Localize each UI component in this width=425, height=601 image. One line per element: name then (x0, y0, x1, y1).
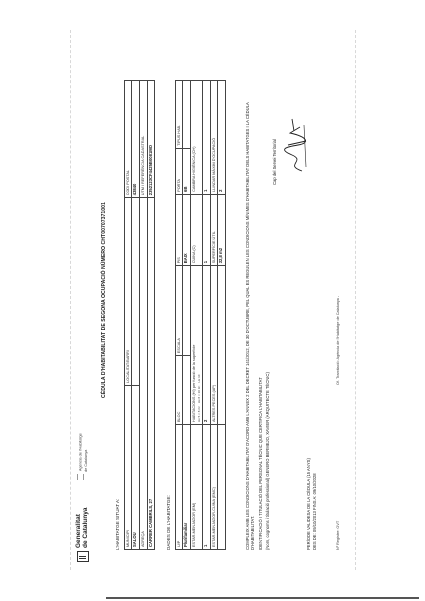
codi-postal-value: 43840 (132, 81, 140, 198)
codi-postal-label: CODI POSTAL (125, 81, 132, 198)
up-value: Plurifamiliar (183, 425, 191, 550)
habitacions-label-text: HABITACIONS (HI) per funció de la superfície (192, 344, 197, 423)
hab-sub2: H≥ 8 < 10 m² (196, 385, 201, 404)
cambra-value: 1 (202, 81, 210, 195)
municipi-label: MUNICIPI (125, 385, 132, 549)
bloc-label: BLOC (176, 356, 183, 425)
validity-block (306, 458, 319, 550)
agency-line2: de Catalunya (84, 449, 88, 472)
hab-sub1: H≥ 5 < 8 m² (196, 406, 201, 423)
cambra-label: CAMBRA HIGIÈNICA (CH) (191, 81, 203, 195)
scan-border-top (70, 30, 71, 570)
generalitat-logo (76, 508, 90, 562)
dwelling-heading: DADES DE L'HABITATGE: (166, 495, 171, 550)
altres-label: ALTRES PECES (AP) (210, 266, 217, 425)
legal-p2: IDENTIFICACIÓ I TITULACIÓ DEL PERSONAL TÈCNIC QUE CERTIFICA L'HABITABILITAT (257, 377, 263, 550)
altres-value (218, 266, 226, 425)
agency-name (77, 433, 89, 480)
cedula-document (68, 30, 358, 570)
agency-line1: Agència de l'Habitatge (78, 433, 83, 472)
adreca-value: CARRER CAMBRILS, 27 (147, 198, 155, 550)
registre-number: Nº Registre: OVT (336, 520, 340, 550)
bottom-rule (106, 597, 419, 599)
habitacions-label (191, 266, 203, 425)
municipi-value: SALOU (132, 385, 140, 549)
escala-label: ESCALA (176, 266, 183, 356)
logo-line1: Generalitat (75, 514, 82, 548)
localitat-value (132, 198, 140, 386)
legal-p3: (Nom, cognoms i titulació professional) GENERO BERMEJO, XAVIER (ARQUITECTE TÈCNIC) (265, 372, 271, 550)
hab-sub3: H≥ 10 (196, 374, 201, 383)
referencia-value: 2352123CF4425B0081MO (147, 81, 155, 198)
cap-servei-label: Cap del Servei Territorial (272, 139, 277, 185)
tipus-label: TIPUS HAB. (176, 81, 183, 149)
scan-border-bottom (355, 30, 356, 570)
location-heading: L'HABITATGE SITUAT A: (115, 498, 120, 550)
legal-p1: COMPLEIX AMB LES CONDICIONS D'HABITABILITAT D'ACORD AMB L'ANNEX 2 DEL DECRET 141/2012, DE 30 D'OCTUBRE, PEL QUAL ES REGULEN LES CONDICIONS MÍNIMES D'HABITABILITAT DELS HABITATGES I LA CÈDULA D'HABITABILITAT. (245, 102, 255, 550)
estar-label: ESTAR-MENJADOR (EM) (191, 425, 203, 550)
pis-value: BAIX (183, 194, 191, 265)
bloc-value (183, 356, 191, 425)
location-table (124, 80, 155, 550)
superficie-value: 32,8 m2 (218, 194, 226, 265)
ocupacio-value: 2 (218, 81, 226, 195)
logo-line2: de Catalunya (81, 507, 89, 548)
tipus-value (183, 81, 191, 149)
porta-label: PORTA (176, 148, 183, 194)
localitat-label: LOCALITAT/BARRI (125, 198, 132, 386)
validity-period: PERÍODE VALIDESA DE LA CÈDULA (15 ANYS) (306, 458, 311, 550)
validity-dates: DES DE: 09/10/2013 FINS A: 09/10/2028 (312, 473, 318, 550)
document-title: CÈDULA D'HABITABILITAT DE SEGONA OCUPACIÓ NÚMERO CHT00707371001 (101, 202, 107, 398)
pis-label: PIS (176, 194, 183, 265)
escala-value (183, 266, 191, 356)
up-label: U/P (176, 425, 183, 550)
habitacions-value: 2 (202, 266, 210, 425)
agency-icon (77, 474, 84, 480)
ocupacio-label: LLINDAR MÀXIM D'OCUPACIÓ (210, 81, 217, 195)
dwelling-table (175, 80, 226, 550)
cuina-label: CUINA (C) (191, 194, 203, 265)
estar-value: 1 (202, 425, 210, 550)
adreca-label: ADREÇA (140, 198, 147, 550)
senyera-icon (77, 551, 89, 562)
superficie-label: SUPERFÍCIE ÚTIL (210, 194, 217, 265)
signature-image (280, 115, 310, 175)
porta-value: 6B (183, 148, 191, 194)
emc-label: ESTAR-MENJADOR-CUINA (EMC) (210, 425, 217, 550)
utm-label: UTM I REFERÈNCIA CADASTRAL (140, 81, 147, 198)
legal-text (246, 80, 274, 550)
cuina-value: 1 (202, 194, 210, 265)
tramitacio-office: Of. Tramitació: Agència de l'Habitatge de Catalunya - (336, 295, 340, 385)
emc-value (218, 425, 226, 550)
